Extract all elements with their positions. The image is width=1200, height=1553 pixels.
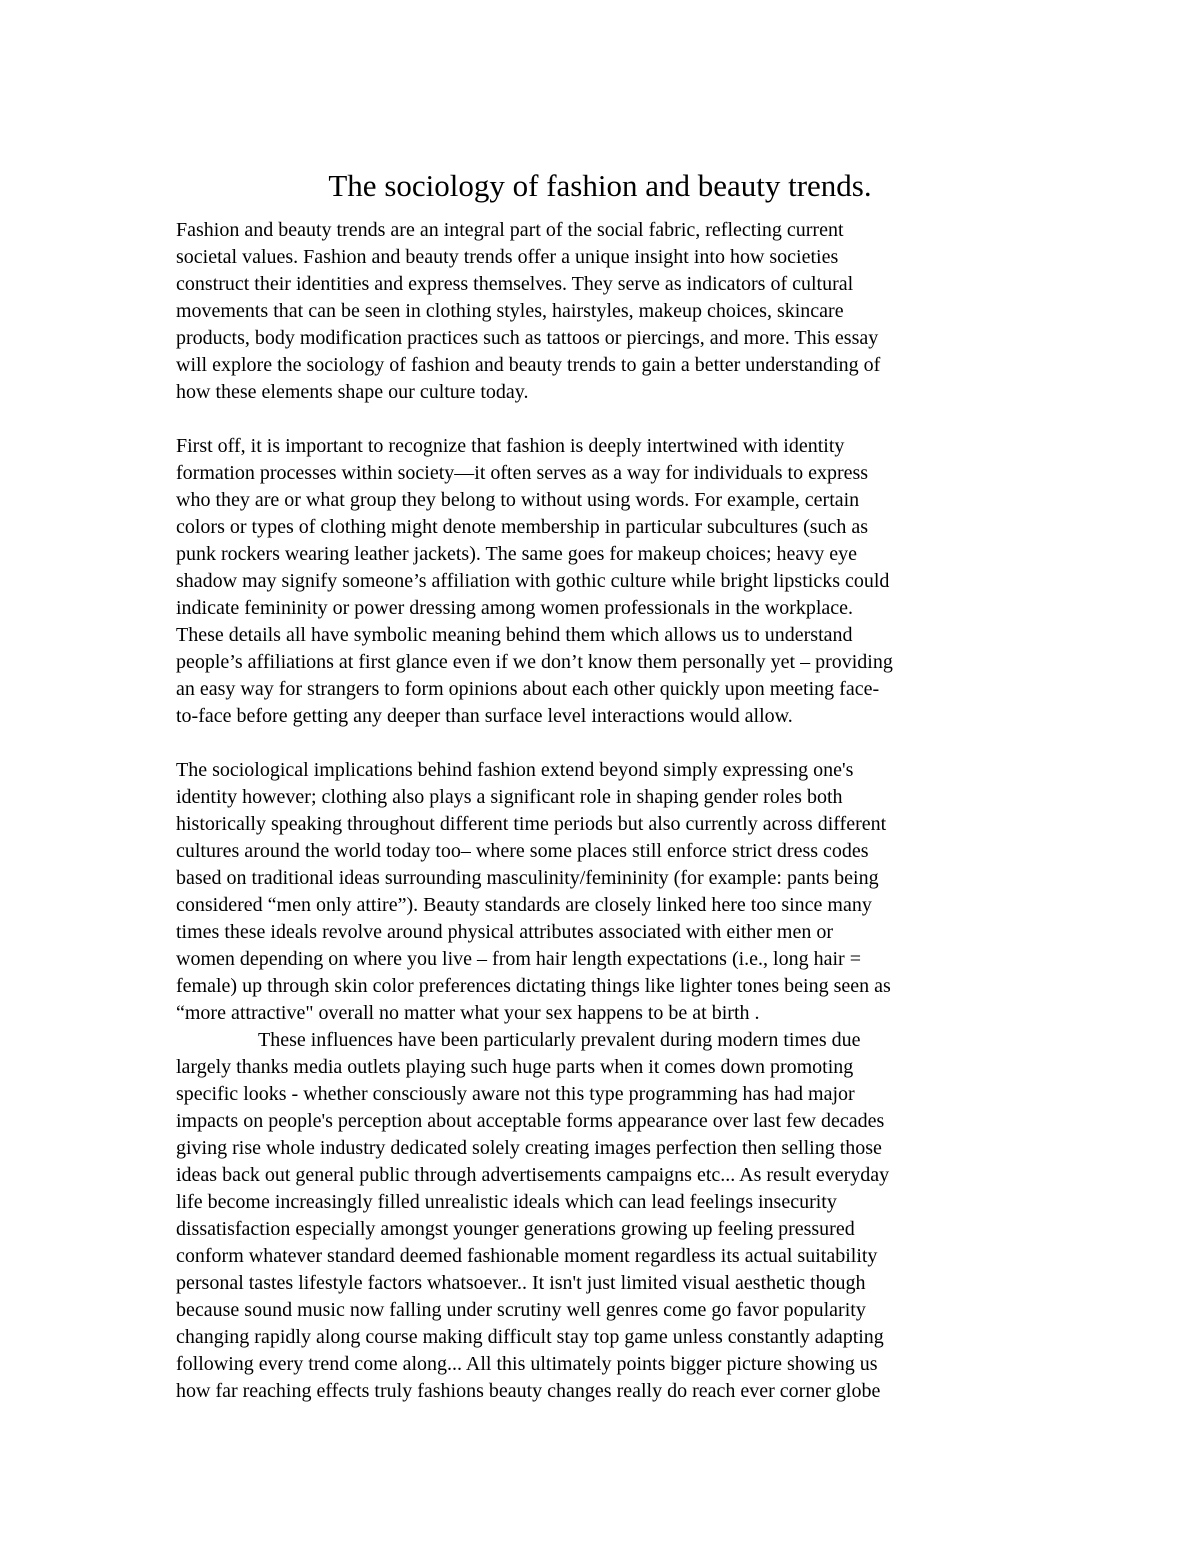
paragraph-gap (176, 730, 1036, 757)
text-line: products, body modification practices such as tattoos or piercings, and more. This essay (176, 327, 879, 349)
text-line: “more attractive" overall no matter what your sex happens to be at birth . (176, 1002, 760, 1024)
text-line: The sociological implications behind fashion extend beyond simply expressing one's (176, 759, 854, 781)
document-title: The sociology of fashion and beauty trends. (328, 168, 872, 203)
text-line: movements that can be seen in clothing styles, hairstyles, makeup choices, skincare (176, 300, 844, 322)
text-line: based on traditional ideas surrounding masculinity/femininity (for example: pants being (176, 867, 879, 889)
text-line: largely thanks media outlets playing such huge parts when it comes down promoting (176, 1056, 854, 1078)
paragraph-media-influence (176, 1027, 1036, 1405)
paragraph-intro (176, 217, 1036, 406)
paragraph-identity (176, 433, 1036, 730)
text-line: people’s affiliations at first glance even if we don’t know them personally yet – providing (176, 651, 893, 673)
text-line: because sound music now falling under scrutiny well genres come go favor popularity (176, 1299, 866, 1321)
text-line: times these ideals revolve around physical attributes associated with either men or (176, 921, 834, 943)
text-line: personal tastes lifestyle factors whatsoever.. It isn't just limited visual aesthetic though (176, 1272, 866, 1294)
text-line: historically speaking throughout different time periods but also currently across different (176, 813, 887, 835)
text-line: colors or types of clothing might denote membership in particular subcultures (such as (176, 516, 869, 538)
text-line: specific looks - whether consciously aware not this type programming has had major (176, 1083, 855, 1105)
text-line: construct their identities and express themselves. They serve as indicators of cultural (176, 273, 854, 295)
text-line: dissatisfaction especially amongst younger generations growing up feeling pressured (176, 1218, 855, 1240)
text-line: shadow may signify someone’s affiliation with gothic culture while bright lipsticks could (176, 570, 890, 592)
text-line: indicate femininity or power dressing among women professionals in the workplace. (176, 597, 854, 619)
document-body (176, 217, 1036, 1405)
text-line: punk rockers wearing leather jackets). The same goes for makeup choices; heavy eye (176, 543, 858, 565)
text-line: These details all have symbolic meaning behind them which allows us to understand (176, 624, 853, 646)
text-line: considered “men only attire”). Beauty standards are closely linked here too since many (176, 894, 872, 916)
text-line: how far reaching effects truly fashions beauty changes really do reach ever corner globe (176, 1380, 881, 1402)
text-line: Fashion and beauty trends are an integral part of the social fabric, reflecting current (176, 219, 844, 241)
text-line: women depending on where you live – from hair length expectations (i.e., long hair = (176, 948, 861, 970)
text-line: how these elements shape our culture today. (176, 381, 529, 403)
text-line: formation processes within society—it often serves as a way for individuals to express (176, 462, 869, 484)
paragraph-gap (176, 406, 1036, 433)
text-line: identity however; clothing also plays a significant role in shaping gender roles both (176, 786, 843, 808)
text-line: will explore the sociology of fashion and beauty trends to gain a better understanding of (176, 354, 881, 376)
text-line: cultures around the world today too– where some places still enforce strict dress codes (176, 840, 869, 862)
text-line: an easy way for strangers to form opinions about each other quickly upon meeting face- (176, 678, 880, 700)
text-line: conform whatever standard deemed fashionable moment regardless its actual suitability (176, 1245, 878, 1267)
text-line: ideas back out general public through advertisements campaigns etc... As result everyday (176, 1164, 890, 1186)
text-line: giving rise whole industry dedicated solely creating images perfection then selling those (176, 1137, 882, 1159)
text-line: These influences have been particularly prevalent during modern times due (258, 1029, 861, 1051)
text-line: to-face before getting any deeper than surface level interactions would allow. (176, 705, 793, 727)
text-line: life become increasingly filled unrealistic ideals which can lead feelings insecurity (176, 1191, 837, 1213)
text-line: following every trend come along... All this ultimately points bigger picture showing us (176, 1353, 878, 1375)
text-line: changing rapidly along course making difficult stay top game unless constantly adapting (176, 1326, 884, 1348)
text-line: First off, it is important to recognize that fashion is deeply intertwined with identity (176, 435, 845, 457)
paragraph-gender-roles (176, 757, 1036, 1027)
text-line: female) up through skin color preferences dictating things like lighter tones being seen as (176, 975, 891, 997)
text-line: impacts on people's perception about acceptable forms appearance over last few decades (176, 1110, 885, 1132)
text-line: who they are or what group they belong to without using words. For example, certain (176, 489, 860, 511)
text-line: societal values. Fashion and beauty trends offer a unique insight into how societies (176, 246, 839, 268)
